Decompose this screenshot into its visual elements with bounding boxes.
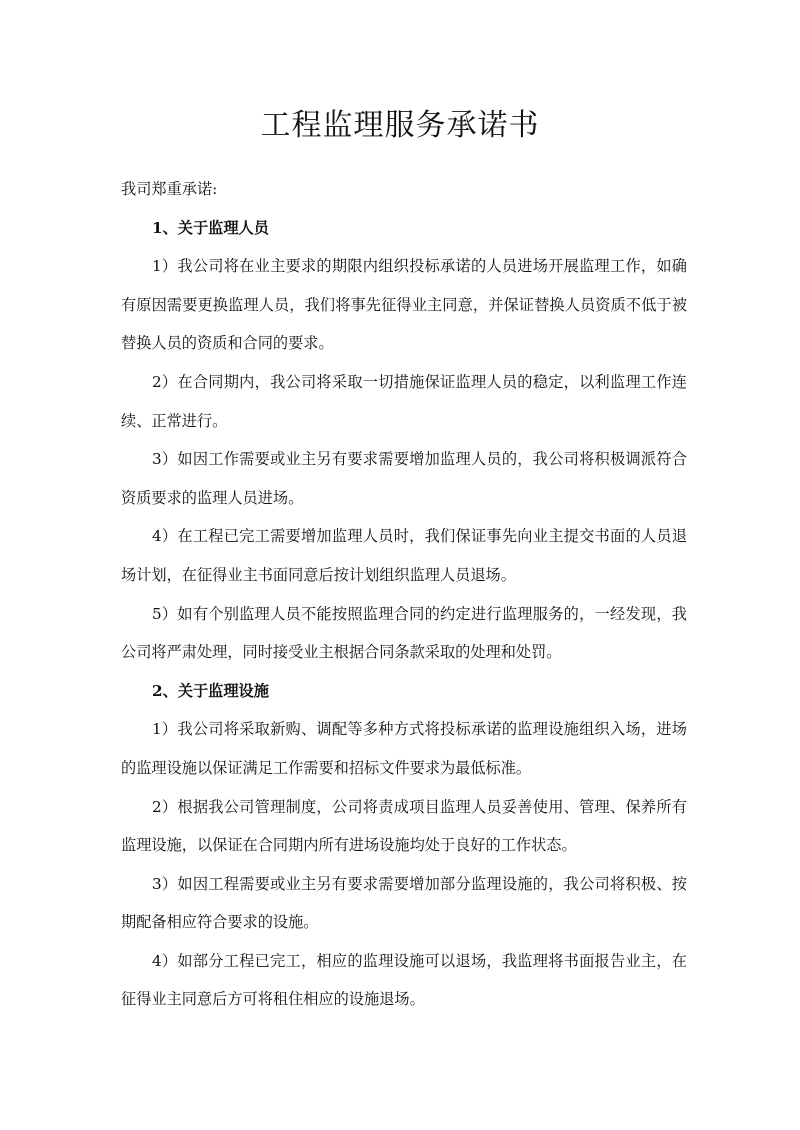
intro-line: 我司郑重承诺: xyxy=(121,180,218,198)
facilities-item-2: 2）根据我公司管理制度，公司将责成项目监理人员妥善使用、管理、保养所有监理设施，以保证在合同期内所有进场设施均处于良好的工作状态。 xyxy=(121,797,687,855)
personnel-item-3: 3）如因工作需要或业主另有要求需要增加监理人员的，我公司将积极调派符合资质要求的监理人员进场。 xyxy=(121,450,687,507)
section-heading-facilities: 2、关于监理设施 xyxy=(152,681,269,700)
personnel-item-5: 5）如有个别监理人员不能按照监理合同的约定进行监理服务的，一经发现，我公司将严肃处理，同时接受业主根据合同条款采取的处理和处罚。 xyxy=(121,604,687,662)
facilities-item-1: 1）我公司将采取新购、调配等多种方式将投标承诺的监理设施组织入场，进场的监理设施以保证满足工作需要和招标文件要求为最低标准。 xyxy=(121,720,687,777)
personnel-item-2: 2）在合同期内，我公司将采取一切措施保证监理人员的稳定，以利监理工作连续、正常进行。 xyxy=(121,372,687,430)
personnel-item-4: 4）在工程已完工需要增加监理人员时，我们保证事先向业主提交书面的人员退场计划，在征得业主书面同意后按计划组织监理人员退场。 xyxy=(121,527,687,584)
facilities-item-4: 4）如部分工程已完工，相应的监理设施可以退场，我监理将书面报告业主，在征得业主同意后方可将租住相应的设施退场。 xyxy=(121,951,687,1009)
facilities-item-3: 3）如因工程需要或业主另有要求需要增加部分监理设施的，我公司将积极、按期配备相应符合要求的设施。 xyxy=(121,874,687,932)
document-title: 工程监理服务承诺书 xyxy=(260,108,540,143)
section-heading-personnel: 1、关于监理人员 xyxy=(152,218,269,237)
personnel-item-1: 1）我公司将在业主要求的期限内组织投标承诺的人员进场开展监理工作，如确有原因需要更换监理人员，我们将事先征得业主同意，并保证替换人员资质不低于被替换人员的资质和合同的要求。 xyxy=(121,257,687,353)
document-body xyxy=(121,170,687,1019)
